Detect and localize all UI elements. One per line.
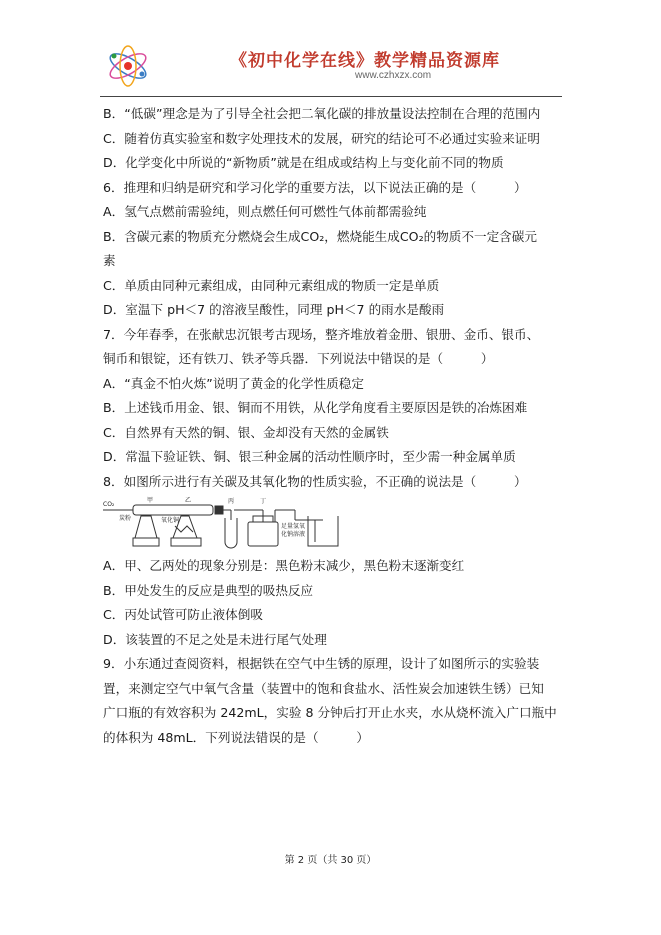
option-line: C．单质由同种元素组成，由同种元素组成的物质一定是单质 (103, 277, 440, 293)
option-line: B．上述钱币用金、银、铜而不用铁，从化学角度看主要原因是铁的冶炼困难 (103, 400, 528, 415)
option-line: B．甲处发生的反应是典型的吸热反应 (103, 582, 314, 598)
question-6: 6．推理和归纳是研究和学习化学的重要方法，以下说法正确的是（ ） (103, 179, 527, 195)
option-line: A．甲、乙两处的现象分别是：黑色粉末减少，黑色粉末逐渐变红 (103, 558, 465, 573)
label-jia: 甲 (147, 497, 154, 504)
question-7: 7．今年春季，在张献忠沉银考古现场，整齐堆放着金册、银册、金币、银币、 (103, 326, 540, 342)
option-line: D．该装置的不足之处是未进行尾气处理 (103, 631, 327, 647)
option-line: D．常温下验证铁、铜、银三种金属的活动性顺序时，至少需一种金属单质 (103, 449, 516, 464)
question-9: 9．小东通过查阅资料，根据铁在空气中生锈的原理，设计了如图所示的实验装 (103, 656, 540, 671)
option-line: 素 (103, 253, 116, 268)
label-cuo: 氧化铜 (161, 517, 180, 524)
text-line: 置，来测定空气中氧气含量（装置中的饱和食盐水、活性炭会加速铁生锈）已知 (103, 680, 544, 696)
label-carbon: 炭粉 (119, 515, 132, 522)
label-yi: 乙 (185, 497, 192, 504)
page-footer: 第 2 页（共 30 页） (284, 855, 377, 866)
text-line: C．随着仿真实验室和数字处理技术的发展，研究的结论可不必通过实验来证明 (103, 130, 540, 146)
apparatus-diagram (103, 496, 543, 550)
apparatus-figure (103, 496, 565, 550)
label-ding: 丁 (260, 498, 267, 505)
label-naoh-1: 足量氢氧 (281, 523, 306, 530)
option-line: B．含碳元素的物质充分燃烧会生成CO₂，燃烧能生成CO₂的物质不一定含碳元 (103, 228, 537, 244)
text-line: 的体积为 48mL．下列说法错误的是（ ） (103, 729, 369, 745)
option-line: A．氢气点燃前需验纯，则点燃任何可燃性气体前都需验纯 (103, 204, 427, 219)
header-divider (100, 96, 562, 97)
label-bing: 丙 (228, 498, 235, 505)
option-line: C．自然界有天然的铜、银、金却没有天然的金属铁 (103, 424, 389, 440)
text-line: 广口瓶的有效容积为 242mL，实验 8 分钟后打开止水夹，水从烧杯流入广口瓶中 (103, 705, 557, 720)
text-line: B．“低碳”理念是为了引导全社会把二氧化碳的排放量设法控制在合理的范围内 (103, 106, 541, 121)
label-naoh-2: 化钠溶液 (281, 531, 306, 538)
text-line: D．化学变化中所说的“新物质”就是在组成或结构上与变化前不同的物质 (103, 155, 504, 170)
option-line: A．“真金不怕火炼”说明了黄金的化学性质稳定 (103, 375, 364, 391)
page-content (103, 102, 565, 750)
page-header (100, 40, 562, 96)
label-co2: CO₂ (103, 501, 115, 508)
option-line: C．丙处试管可防止液体倒吸 (103, 607, 263, 622)
option-line: D．室温下 pH＜7 的溶液呈酸性，同理 pH＜7 的雨水是酸雨 (103, 302, 445, 317)
banner-title: 《初中化学在线》教学精品资源库 (230, 51, 500, 71)
atom-logo-icon (104, 42, 152, 90)
banner-url: www.czhxzx.com (355, 70, 432, 81)
question-8: 8．如图所示进行有关碳及其氧化物的性质实验，不正确的说法是（ ） (103, 473, 527, 489)
text-line: 铜币和银锭，还有铁刀、铁矛等兵器．下列说法中错误的是（ ） (103, 351, 494, 366)
